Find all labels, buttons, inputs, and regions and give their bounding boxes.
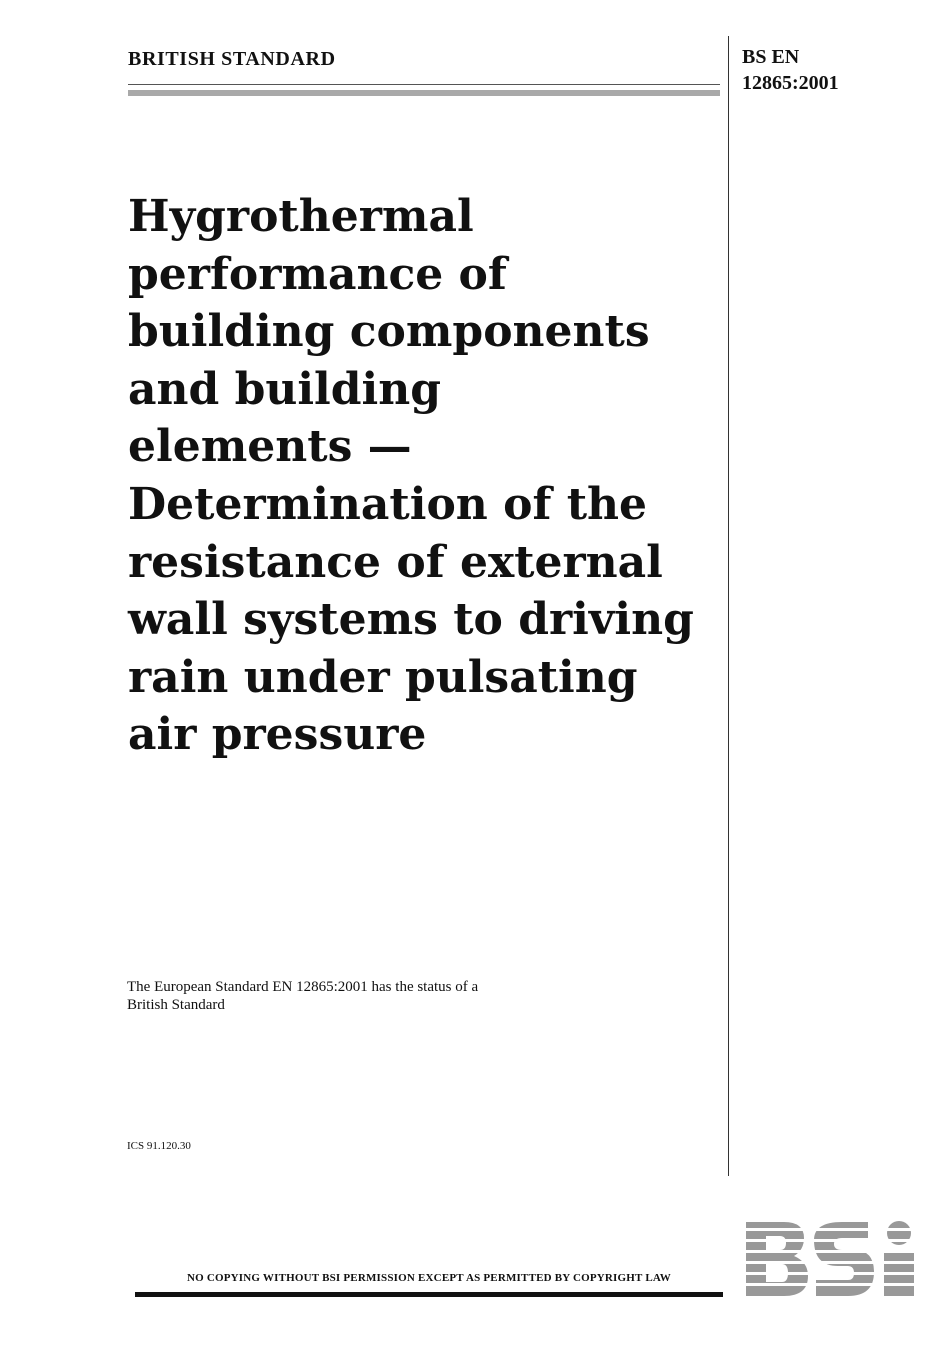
bsi-logo-icon xyxy=(744,1220,916,1298)
copyright-notice: NO COPYING WITHOUT BSI PERMISSION EXCEPT AS PERMITTED BY COPYRIGHT LAW xyxy=(186,1272,672,1284)
publication-type: BRITISH STANDARD xyxy=(128,48,336,70)
footer-rule xyxy=(135,1292,723,1297)
vertical-divider xyxy=(728,36,729,1176)
standard-number-line2: 12865:2001 xyxy=(742,72,839,94)
title-line: Hygrothermal xyxy=(128,191,474,242)
header-rule-thick xyxy=(128,90,720,96)
title-line: elements — xyxy=(128,421,412,473)
standard-number xyxy=(742,44,839,96)
title-line: and building xyxy=(128,363,442,415)
header-rule-thin xyxy=(128,84,720,85)
title-line: resistance of external xyxy=(128,536,663,588)
status-line2: British Standard xyxy=(127,997,225,1013)
title-line: building components xyxy=(128,306,650,358)
title-line: wall systems to driving xyxy=(128,594,694,646)
title-line: rain under pulsating xyxy=(128,651,638,703)
ics-code: ICS 91.120.30 xyxy=(127,1140,191,1152)
standard-number-line1: BS EN xyxy=(742,46,800,68)
title-line: Determination of the xyxy=(128,478,648,530)
status-statement xyxy=(127,978,587,1014)
title-line: performance of xyxy=(128,248,507,300)
title-line: air pressure xyxy=(128,709,427,761)
document-title xyxy=(128,188,718,764)
status-line1: The European Standard EN 12865:2001 has the status of a xyxy=(127,979,479,995)
